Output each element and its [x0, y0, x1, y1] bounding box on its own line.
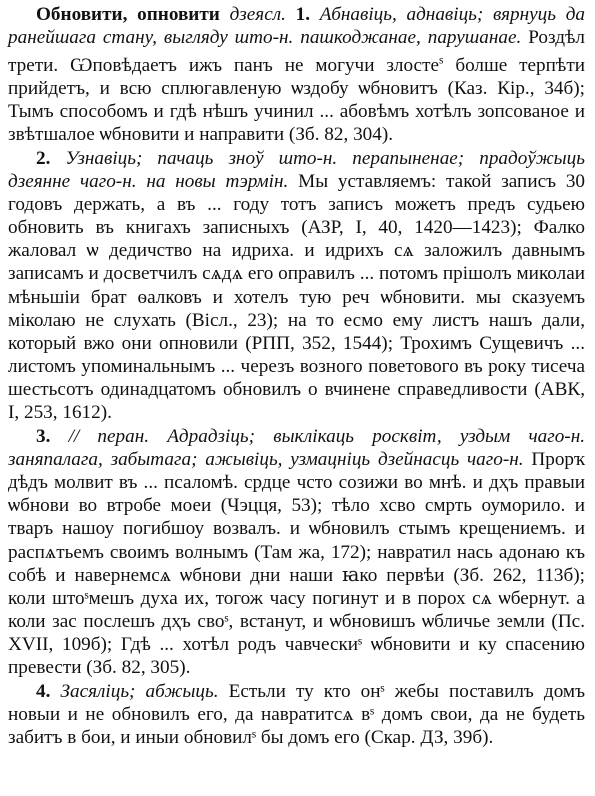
sense-citations: Прорҡ дѣдъ молвит въ ... псаломѣ. срдце чсто созижи во мнѣ. и дҳъ правыи ѡбнови во втробе моеи (Чэцця, 53); тѣло хсво смрть оуморило. и тваръ нашоу погибшоу возвалъ. и ѡбновилъ стымъ крещениемъ. и распѧтьемъ своимъ волнымъ (Там жа, 172); навратил нась адонаю къ собѣ и навернемсѧ ѡбнови дни наши ꙗко первѣи (Зб. 262, 113б); коли штоˢмешъ духа их, тогож часу погинут и в порох сѧ ѡбернут. а коли зас послешъ дҳъ своˢ, встанут, и ѡбновишъ ѡбличье земли (Пс. XVII, 109б); Гдѣ ... хотѣл родъ чавческиˢ ѡбновити и ку спасению превести (Зб. 82, 305).: [8, 449, 586, 679]
sense-number: 1.: [295, 4, 311, 25]
sense-gloss: Засяліць; абжыць.: [60, 681, 219, 703]
sense-gloss: Узнавіць; пачаць зноў што-н. перапыненае; прадоўжыць дзеянне чаго-н. на новы тэрмін.: [8, 147, 586, 193]
sense-number: 2.: [36, 147, 51, 169]
entry-headword: Обновити, опновити: [36, 4, 220, 25]
entry-grammar: дзеясл.: [229, 4, 286, 25]
dictionary-entry-sense-3: [8, 425, 585, 679]
sense-citations: Роздѣл трети. Ѡповѣдаетъ ижъ панъ не могучи злосте$^s$ болше терпѣти прийдетъ, и всю сплюгавленую ѡздобу ѡбновитъ (Каз. Кір., 34б); Тымъ способомъ и гдѣ нѣшъ учинил ... абовѣмъ хотѣлъ зопсованое и звѣтшалое ѡбновити и направити (Зб. 82, 304).: [8, 27, 585, 145]
sense-number: 3.: [36, 426, 51, 448]
sense-citations: Мы уставляемъ: такой записъ 30 годовъ держать, а въ ... году тотъ записъ можетъ предъ судьею обновить въ книгахъ записныхъ (АЗР, I, 40, 1420—1423); Фалко жаловал ѡ дедичство на идриха. и идрихъ сѧ заложилъ давнымъ записамъ и досветчилъ сѧдѧ его оправилъ ... потомъ прішолъ миколаи мѣньшіи брат ѳалковъ и хотелъ тую реч ѡбновити. мы сказуемъ міколаю не слухать (Вісл., 23); на то есмо ему листъ нашъ дали, который вжо они опновили (РПП, 352, 1544); Трохимъ Сущевичъ ... листомъ упоминальнымъ ... черезъ возного поветового въ року тисеча шестьсотъ одинадцатомъ обновилъ о вчинене справедливости (АВК, I, 253, 1612).: [8, 171, 586, 423]
sense-gloss: Абнавіць, аднавіць; вярнуць да ранейшага стану, выгляду што-н. пашкоджанае, парушанае.: [8, 4, 586, 49]
dictionary-entry-sense-4: [8, 680, 585, 749]
sense-citations: Естьли ту кто онˢ жебы поставилъ домъ новыи и не обновилъ его, да навратитсѧ вˢ домъ свои, да не будеть забитъ в бои, и иныи обновилˢ бы домъ его (Скар. ДЗ, 39б).: [8, 681, 585, 749]
dictionary-entry-sense-2: [8, 147, 585, 424]
dictionary-entry-sense-1: [8, 3, 585, 146]
sense-gloss: // перан. Адрадзіць; выклікаць росквіт, уздым чаго-н. заняпалага, забытага; ажывіць, узмацніць дзейнасць чаго-н.: [8, 426, 586, 471]
sense-number: 4.: [36, 681, 51, 703]
